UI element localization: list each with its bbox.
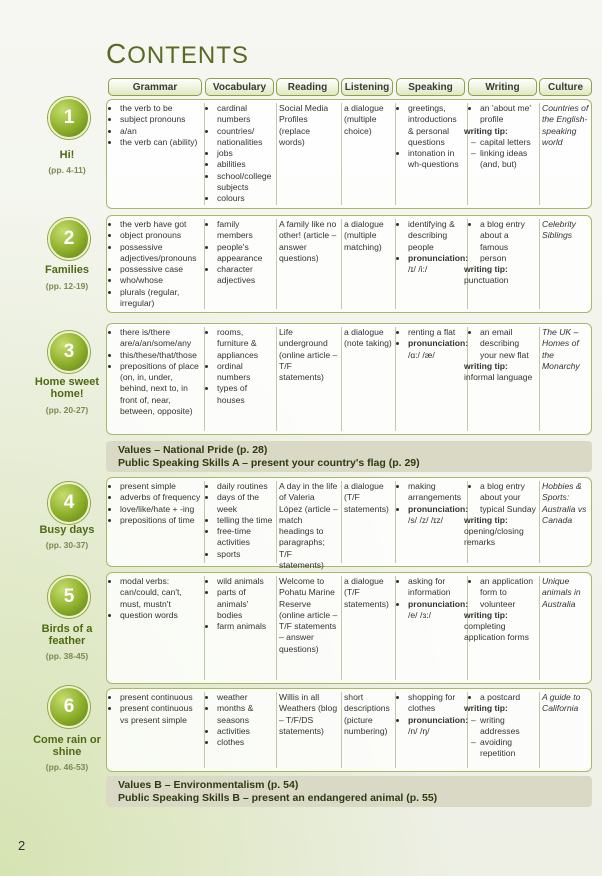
vocabulary-cell <box>206 691 275 749</box>
grammar-item: • adverbs of frequency <box>120 492 201 503</box>
unit-2-badge[interactable]: 2 <box>48 218 90 260</box>
vocabulary-item: • rooms, furniture & appliances <box>217 327 273 361</box>
vocabulary-item: • jobs <box>217 148 273 159</box>
writing-tip-item: – writing addresses <box>480 715 536 738</box>
speaking-item: • shopping for clothes <box>408 692 464 715</box>
grammar-list <box>111 692 201 726</box>
vocabulary-cell <box>206 102 275 206</box>
speaking-item: • asking for information <box>408 576 464 599</box>
listening-cell: a dialogue (multiple matching) <box>344 219 384 252</box>
unit-4-row <box>106 477 592 571</box>
speaking-list <box>399 692 469 737</box>
values-b-line-1: Values B – Environmentalism (p. 54) <box>118 779 299 791</box>
vocabulary-item: • school/college subjects <box>217 171 273 194</box>
speaking-cell <box>397 326 469 362</box>
values-b-line-2: Public Speaking Skills B – present an endangered animal (p. 55) <box>118 791 438 804</box>
reading-cell: Life underground (online article – T/F statements) <box>279 327 338 383</box>
grammar-item: • the verb can (ability) <box>120 137 201 148</box>
speaking-list <box>399 103 464 171</box>
vocabulary-item: • character adjectives <box>217 264 273 287</box>
grammar-cell <box>109 575 203 622</box>
grammar-item: • subject pronouns <box>120 114 201 125</box>
unit-5-badge[interactable]: 5 <box>48 576 90 618</box>
writing-list <box>471 103 536 126</box>
speaking-list <box>399 219 469 275</box>
column-header-reading: Reading <box>276 78 339 96</box>
reading-cell: Social Media Profiles (replace words) <box>279 103 329 147</box>
reading-cell: A day in the life of Valeria López (article – match headings to paragraphs; T/F statements) <box>279 481 338 571</box>
writing-list <box>471 576 536 610</box>
vocabulary-item: • clothes <box>217 737 273 748</box>
writing-task: • a blog entry about a famous person <box>480 219 536 264</box>
grammar-item: • present continuous vs present simple <box>120 703 201 726</box>
writing-list <box>471 219 536 264</box>
listening-cell: a dialogue (T/F statements) <box>344 576 389 609</box>
column-header-culture: Culture <box>539 78 592 96</box>
vocabulary-item: • family members <box>217 219 273 242</box>
unit-1-title[interactable]: Hi! <box>59 149 75 161</box>
column-divider <box>395 481 396 563</box>
grammar-list <box>111 481 201 526</box>
writing-tip-item: – avoiding repetition <box>480 737 536 760</box>
speaking-item: • making arrangements <box>408 481 464 504</box>
speaking-cell <box>397 691 469 738</box>
reading-cell: A family like no other! (article – answer questions) <box>279 219 337 263</box>
grammar-list <box>111 103 201 148</box>
grammar-cell <box>109 326 203 418</box>
speaking-cell <box>397 102 466 172</box>
writing-tip-label: writing tip: <box>464 703 508 714</box>
grammar-cell <box>109 691 203 727</box>
vocabulary-item: • abilities <box>217 159 273 170</box>
writing-task: • an email describing your new flat <box>480 327 536 361</box>
vocabulary-item: • countries/ nationalities <box>217 126 273 149</box>
unit-3-title[interactable]: Home sweet home! <box>34 376 100 400</box>
column-header-vocabulary: Vocabulary <box>205 78 274 96</box>
grammar-item: • the verb to be <box>120 103 201 114</box>
grammar-item: • possessive case <box>120 264 201 275</box>
speaking-item: • pronunciation: /s/ /z/ /ɪz/ <box>408 504 464 527</box>
grammar-item: • modal verbs: can/could, can't, must, mustn't <box>120 576 201 610</box>
listening-cell: a dialogue (T/F statements) <box>344 481 389 514</box>
grammar-item: • object pronouns <box>120 230 201 241</box>
grammar-item: • there is/there are/a/an/some/any <box>120 327 201 350</box>
grammar-item: • love/like/hate + -ing <box>120 504 201 515</box>
unit-5-title[interactable]: Birds of a feather <box>41 623 93 647</box>
writing-tip-label: writing tip: <box>464 125 508 136</box>
column-header-writing: Writing <box>468 78 537 96</box>
writing-task: • a postcard <box>480 692 536 703</box>
unit-4-pages: (pp. 30-37) <box>45 540 89 550</box>
vocabulary-item: • parts of animals' bodies <box>217 587 273 621</box>
unit-6-badge[interactable]: 6 <box>48 686 90 728</box>
column-divider <box>395 576 396 680</box>
speaking-cell <box>397 575 469 622</box>
grammar-list <box>111 219 201 309</box>
writing-tip-list <box>471 137 536 171</box>
unit-4-badge[interactable]: 4 <box>48 482 90 524</box>
grammar-item: • prepositions of time <box>120 515 201 526</box>
values-a-line-1: Values – National Pride (p. 28) <box>118 444 268 456</box>
writing-cell <box>464 102 538 172</box>
speaking-list <box>399 576 469 621</box>
vocabulary-item: • cardinal numbers <box>217 103 273 126</box>
grammar-cell <box>109 218 203 310</box>
grammar-item: • who/whose <box>120 275 201 286</box>
page-title: CONTENTS <box>106 38 249 69</box>
grammar-item: • possessive adjectives/pronouns <box>120 242 201 265</box>
vocabulary-item: • wild animals <box>217 576 273 587</box>
writing-tip-item: – capital letters <box>480 137 536 148</box>
vocabulary-item: • months & seasons <box>217 703 273 726</box>
page-number: 2 <box>18 838 26 853</box>
writing-tip-text: punctuation <box>464 275 509 286</box>
writing-tip-label: writing tip: <box>464 609 508 620</box>
values-b-box <box>106 776 592 807</box>
unit-4-title[interactable]: Busy days <box>39 524 95 536</box>
column-divider <box>395 692 396 768</box>
unit-1-row <box>106 99 592 209</box>
speaking-item: • intonation in wh-questions <box>408 148 464 171</box>
writing-tip-label: writing tip: <box>464 264 508 275</box>
speaking-item: • renting a flat <box>408 327 464 338</box>
grammar-item: • plurals (regular, irregular) <box>120 287 201 310</box>
vocabulary-list <box>208 481 273 560</box>
column-header-listening: Listening <box>341 78 393 96</box>
grammar-item: • present continuous <box>120 692 201 703</box>
listening-cell: short descriptions (picture numbering) <box>344 692 390 736</box>
vocabulary-item: • ordinal numbers <box>217 361 273 384</box>
writing-list <box>471 481 536 515</box>
speaking-item: • pronunciation: /ɑ:/ /æ/ <box>408 338 464 361</box>
grammar-item: • question words <box>120 610 201 621</box>
values-a-line-2: Public Speaking Skills A – present your country's flag (p. 29) <box>118 456 420 469</box>
speaking-item: • identifying & describing people <box>408 219 464 253</box>
writing-tip-list <box>471 715 536 760</box>
speaking-item: • greetings, introductions & personal questions <box>408 103 464 148</box>
vocabulary-list <box>208 103 273 205</box>
culture-cell: A guide to California <box>542 692 581 714</box>
grammar-cell <box>109 480 203 527</box>
grammar-item: • prepositions of place (on, in, under, behind, next to, in front of, near, between, opposite) <box>120 361 201 417</box>
unit-6-pages: (pp. 46-53) <box>45 762 89 772</box>
listening-cell: a dialogue (note taking) <box>344 327 392 349</box>
writing-tip-text: completing application forms <box>464 621 529 643</box>
column-divider <box>467 103 468 205</box>
unit-1-badge[interactable]: 1 <box>48 97 90 139</box>
grammar-list <box>111 327 201 417</box>
speaking-list <box>399 481 469 526</box>
writing-tip-item: – linking ideas (and, but) <box>480 148 536 171</box>
grammar-list <box>111 576 201 621</box>
speaking-item: • pronunciation: /e/ /ɜ:/ <box>408 599 464 622</box>
unit-3-badge[interactable]: 3 <box>48 331 90 373</box>
unit-3-row <box>106 323 592 435</box>
vocabulary-item: • farm animals <box>217 621 273 632</box>
vocabulary-cell <box>206 575 275 633</box>
writing-task: • an 'about me' profile <box>480 103 536 126</box>
vocabulary-list <box>208 576 273 632</box>
vocabulary-list <box>208 327 273 406</box>
vocabulary-cell <box>206 326 275 407</box>
vocabulary-cell <box>206 218 275 288</box>
writing-tip-text: opening/closing remarks <box>464 526 524 548</box>
culture-cell: Celebrity Siblings <box>542 219 576 241</box>
speaking-item: • pronunciation: /n/ /ŋ/ <box>408 715 464 738</box>
unit-6-title[interactable]: Come rain or shine <box>33 734 101 758</box>
writing-task: • an application form to volunteer <box>480 576 536 610</box>
culture-cell: Unique animals in Australia <box>542 576 581 609</box>
speaking-list <box>399 327 469 361</box>
unit-3-pages: (pp. 20-27) <box>45 405 89 415</box>
writing-cell <box>464 326 538 384</box>
vocabulary-item: • telling the time <box>217 515 273 526</box>
speaking-item: • pronunciation: /ɪ/ /i:/ <box>408 253 464 276</box>
writing-task: • a blog entry about your typical Sunday <box>480 481 536 515</box>
column-header-grammar: Grammar <box>108 78 202 96</box>
writing-list <box>471 327 536 361</box>
vocabulary-item: • people's appearance <box>217 242 273 265</box>
reading-cell: Welcome to Pohatu Marine Reserve (online article – T/F statements – answer questions) <box>279 576 338 654</box>
writing-cell <box>464 691 538 761</box>
speaking-cell <box>397 218 469 276</box>
grammar-item: • a/an <box>120 126 201 137</box>
reading-cell: Willis in all Weathers (blog – T/F/DS statements) <box>279 692 338 736</box>
vocabulary-list <box>208 219 273 287</box>
vocabulary-item: • colours <box>217 193 273 204</box>
values-a-box <box>106 441 592 472</box>
unit-2-pages: (pp. 12-19) <box>45 281 89 291</box>
grammar-cell <box>109 102 203 149</box>
unit-2-row <box>106 215 592 313</box>
grammar-item: • present simple <box>120 481 201 492</box>
vocabulary-item: • days of the week <box>217 492 273 515</box>
writing-tip-text: informal language <box>464 372 533 383</box>
writing-list <box>471 692 536 703</box>
vocabulary-list <box>208 692 273 748</box>
unit-5-pages: (pp. 38-45) <box>45 651 89 661</box>
vocabulary-item: • types of houses <box>217 383 273 406</box>
vocabulary-item: • free-time activities <box>217 526 273 549</box>
vocabulary-item: • sports <box>217 549 273 560</box>
speaking-cell <box>397 480 469 527</box>
unit-1-pages: (pp. 4-11) <box>48 165 86 175</box>
writing-cell <box>464 218 538 288</box>
grammar-item: • the verb have got <box>120 219 201 230</box>
vocabulary-item: • weather <box>217 692 273 703</box>
culture-cell: Countries of the English-speaking world <box>542 103 589 147</box>
column-divider <box>204 327 205 431</box>
culture-cell: The UK – Homes of the Monarchy <box>542 327 580 371</box>
vocabulary-item: • daily routines <box>217 481 273 492</box>
writing-cell <box>464 575 538 645</box>
writing-tip-label: writing tip: <box>464 514 508 525</box>
column-header-speaking: Speaking <box>396 78 465 96</box>
writing-cell <box>464 480 538 550</box>
vocabulary-item: • activities <box>217 726 273 737</box>
grammar-item: • this/these/that/those <box>120 350 201 361</box>
vocabulary-cell <box>206 480 275 561</box>
unit-2-title[interactable]: Families <box>44 264 90 276</box>
culture-cell: Hobbies & Sports: Australia vs Canada <box>542 481 587 525</box>
writing-tip-label: writing tip: <box>464 360 508 371</box>
unit-5-row <box>106 572 592 684</box>
unit-6-row <box>106 688 592 772</box>
listening-cell: a dialogue (multiple choice) <box>344 103 384 136</box>
